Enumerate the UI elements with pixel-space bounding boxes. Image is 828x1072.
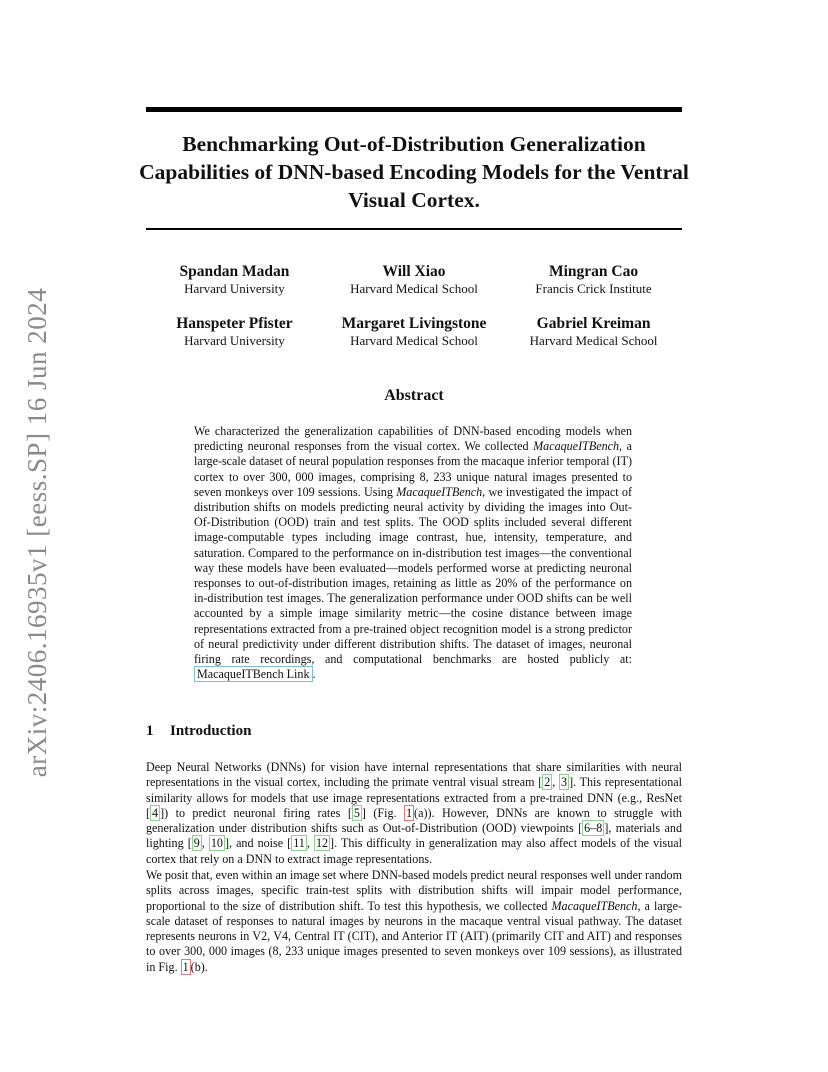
author	[326, 263, 503, 297]
body-text: ,	[306, 836, 314, 851]
author-affiliation: Harvard Medical School	[350, 281, 478, 296]
section-number: 1	[146, 723, 154, 739]
author-block	[146, 263, 682, 367]
author	[505, 263, 682, 297]
citation-link[interactable]: 4	[152, 805, 159, 820]
author-row-1	[146, 263, 682, 297]
author	[326, 315, 503, 349]
author-affiliation: Francis Crick Institute	[535, 281, 652, 296]
author-affiliation: Harvard Medical School	[529, 333, 658, 348]
citation-link[interactable]: 6–8	[584, 821, 603, 836]
abstract-text: , a large-scale dataset of neural population responses from the macaque inferior temporal (IT) cortex to over 300, 000 images, comprising 8, 233 unique natural images presented to seven monkeys over 109 sessions. Using	[194, 439, 632, 499]
author-row-2	[146, 315, 682, 349]
body-text: ]. This representational similarity allows for models that use image representations extracted from a pre-trained DNN (e.g., ResNet [	[146, 775, 683, 820]
author	[146, 263, 323, 297]
body-text: ] (Fig.	[361, 805, 404, 820]
intro-paragraph-1	[146, 760, 682, 867]
dataset-link[interactable]: MacaqueITBench Link	[194, 666, 313, 682]
citation-link[interactable]: 5	[353, 805, 360, 820]
citation-link[interactable]: 9	[193, 836, 200, 851]
citation-link[interactable]: 2	[544, 775, 551, 790]
figure-link[interactable]: 1	[406, 805, 413, 820]
author-name: Gabriel Kreiman	[536, 315, 651, 332]
abstract-body	[194, 424, 632, 682]
author-name: Will Xiao	[382, 263, 446, 280]
author-affiliation: Harvard Medical School	[350, 333, 478, 348]
dataset-name: MacaqueITBench	[396, 484, 483, 499]
author-affiliation: Harvard University	[184, 281, 285, 296]
figure-link[interactable]: 1	[182, 959, 189, 974]
author	[146, 315, 323, 349]
body-text: ]) to predict neuronal firing rates [	[160, 805, 352, 820]
citation-link[interactable]: 11	[293, 836, 305, 851]
body-text: ,	[201, 836, 209, 851]
author	[505, 315, 682, 349]
body-text: Deep Neural Networks (DNNs) for vision have internal representations that share similarities with neural representations in the visual cortex, including the primate ventral visual stream [	[146, 760, 682, 790]
body-text: ], materials and lighting [	[146, 821, 682, 851]
body-text: (b).	[190, 959, 208, 974]
arxiv-identifier	[20, 287, 56, 778]
abstract-text: , we investigated the impact of distribution shifts on models predicting neural activity by dividing the images into Out-Of-Distribution (OOD) train and test splits. The OOD splits included several different image-computable types including image contrast, hue, intensity, temperature, and saturation. Compared to the performance on in-distribution test images—the conventional way these models have been evaluated—models performed worse at predicting neuronal responses to out-of-distribution images, retaining as little as 20% of the performance on in-distribution test images. The generalization performance under OOD shifts can be well accounted by a simple image similarity metric—the cosine distance between image representations extracted from a pre-trained object recognition model is a strong predictor of neural predictivity under different distribution shifts. The dataset of images, neuronal firing rate recordings, and computational benchmarks are hosted publicly at:	[194, 484, 632, 667]
author-affiliation: Harvard University	[184, 333, 285, 348]
section-heading	[146, 723, 251, 740]
dataset-name: MacaqueITBench	[551, 898, 638, 913]
intro-paragraph-2	[146, 868, 682, 975]
abstract-heading: Abstract	[384, 387, 444, 404]
body-text: ], and noise [	[224, 836, 292, 851]
abstract-text: We characterized the generalization capabilities of DNN-based encoding models when predicting neuronal responses from the visual cortex. We collected	[194, 424, 632, 454]
body-text: , a large-scale dataset of responses to natural images by neurons in the macaque ventral visual pathway. The dataset represents neurons in V2, V4, Central IT (CIT), and Anterior IT (AIT) (primarily CIT and AIT) and responses to over 300, 000 images (8, 233 unique images presented to seven monkeys over 109 sessions), as illustrated in Fig.	[146, 898, 682, 974]
author-name: Mingran Cao	[549, 263, 639, 280]
paper-title: Benchmarking Out-of-Distribution Generalization Capabilities of DNN-based Encoding Models for the Ventral Visual Cortex.	[139, 132, 689, 212]
citation-link[interactable]: 3	[561, 775, 568, 790]
citation-link[interactable]: 12	[315, 836, 329, 851]
body-text: (a)). However, DNNs are known to struggle with generalization under distribution shifts such as Out-of-Distribution (OOD) viewpoints [	[146, 805, 682, 836]
section-title: Introduction	[170, 723, 252, 739]
dataset-name: MacaqueITBench	[533, 439, 620, 454]
author-name: Spandan Madan	[179, 263, 290, 280]
body-text: We posit that, even within an image set where DNN-based models predict neural responses well under random splits across images, specific train-test splits with distribution shifts will impair model performance, proportional to the size of distribution shift. To test this hypothesis, we collected	[146, 868, 682, 913]
author-name: Margaret Livingstone	[341, 315, 487, 332]
body-text: ,	[552, 775, 560, 790]
author-name: Hanspeter Pfister	[176, 315, 293, 332]
arxiv-identifier-text: arXiv:2406.16935v1 [eess.SP] 16 Jun 2024	[22, 287, 53, 778]
citation-link[interactable]: 10	[210, 836, 223, 851]
title-rule-top	[146, 107, 682, 112]
body-text: ]. This difficulty in generalization may also affect models of the visual cortex that rely on a DNN to extract image representations.	[146, 836, 683, 866]
abstract-text: .	[312, 667, 316, 682]
title-rule-bottom	[146, 228, 682, 230]
